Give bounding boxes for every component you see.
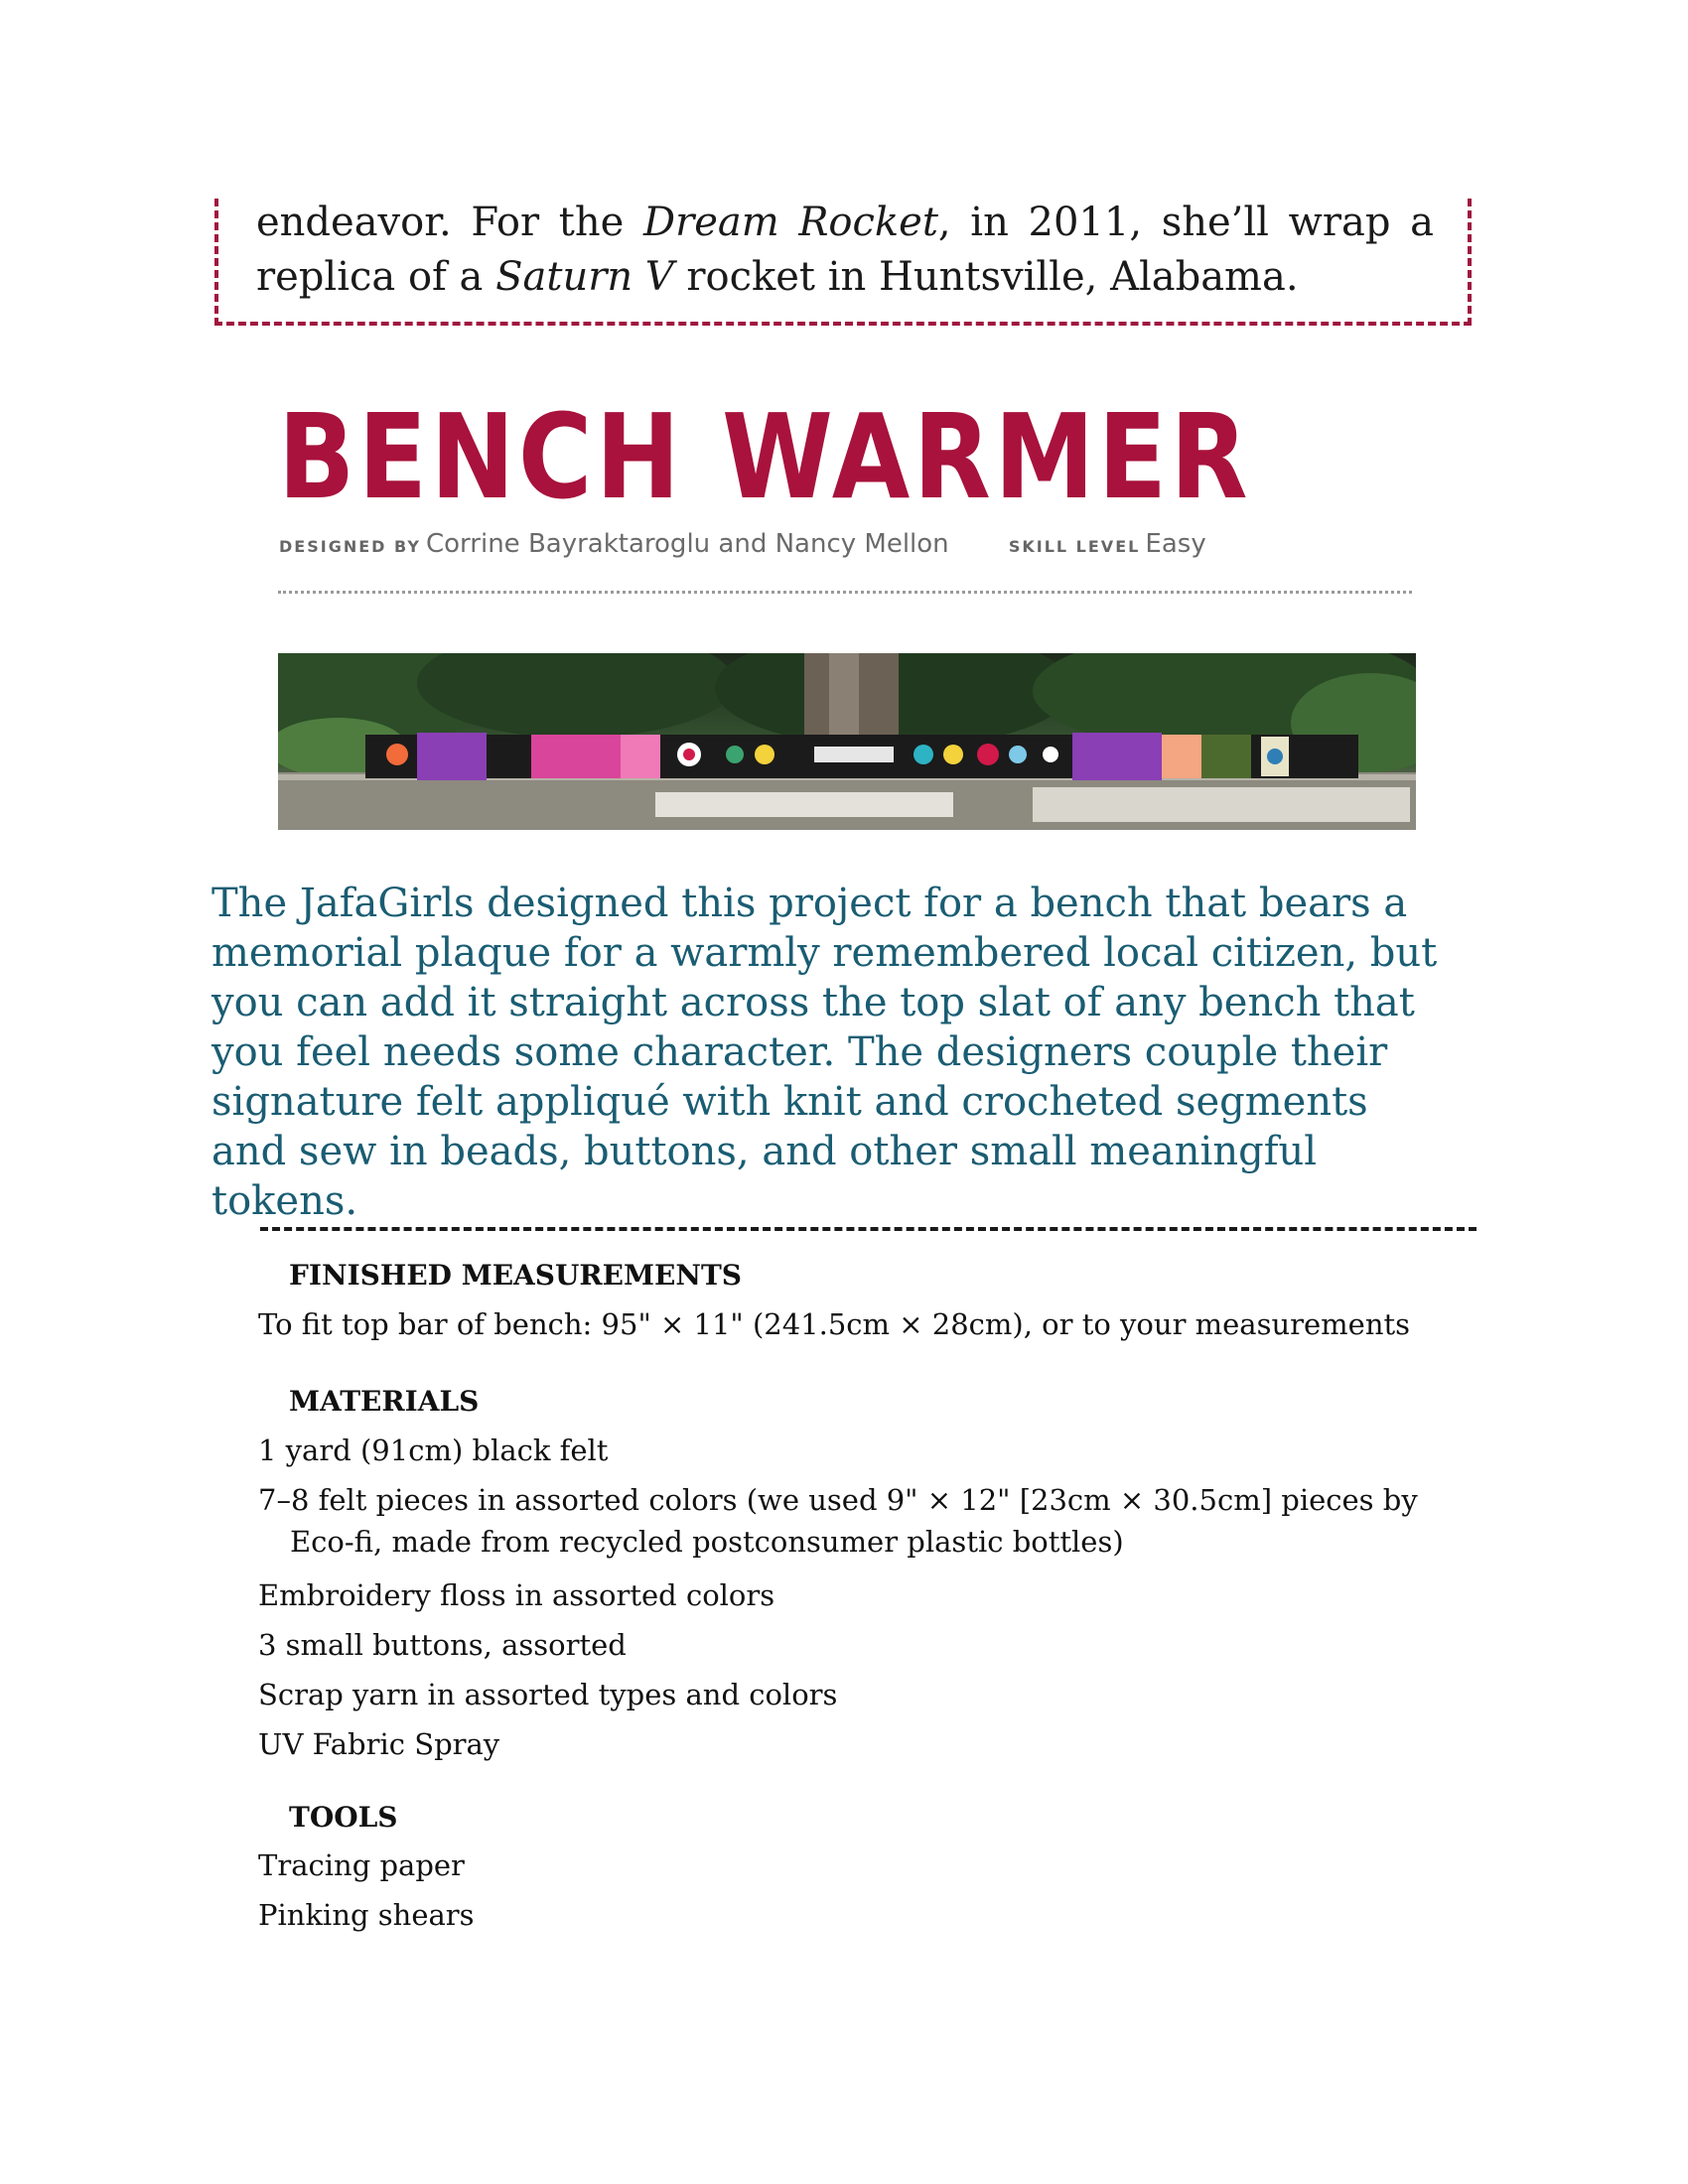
tools-item: Pinking shears	[258, 1898, 475, 1932]
project-title: BENCH WARMER	[278, 388, 1252, 525]
title-divider	[278, 591, 1412, 594]
sidebar-text-part: rocket in Huntsville, Alabama.	[673, 254, 1299, 300]
sidebar-italic-dream-rocket: Dream Rocket	[643, 200, 938, 245]
bench-photo	[278, 653, 1416, 830]
materials-item: Embroidery floss in assorted colors	[258, 1578, 775, 1612]
section-divider	[260, 1227, 1477, 1231]
materials-item: UV Fabric Spray	[258, 1727, 500, 1761]
credits-line	[279, 529, 1206, 565]
designed-by-label: DESIGNED BY	[279, 537, 421, 556]
finished-measurements-heading: FINISHED MEASUREMENTS	[289, 1259, 743, 1292]
sidebar-italic-saturn-v: Saturn V	[495, 254, 674, 300]
designers: Corrine Bayraktaroglu and Nancy Mellon	[426, 529, 949, 559]
skill-level-label: SKILL LEVEL	[1008, 537, 1141, 556]
tools-item: Tracing paper	[258, 1848, 465, 1882]
materials-heading: MATERIALS	[289, 1385, 480, 1418]
sidebar-text-part: , in 2011, she’ll wrap a replica of a	[256, 200, 1434, 300]
sidebar-text	[256, 196, 1434, 305]
skill-level: Easy	[1145, 529, 1206, 559]
materials-item: 1 yard (91cm) black felt	[258, 1433, 609, 1467]
tools-heading: TOOLS	[289, 1801, 398, 1834]
materials-item: 7–8 felt pieces in assorted colors (we used 9" × 12" [23cm × 30.5cm] pieces by Eco-fi, made from recycled postconsumer plastic bottles)	[258, 1483, 1418, 1559]
intro-paragraph: The JafaGirls designed this project for a bench that bears a memorial plaque for a warmly remembered local citizen, but you can add it straight across the top slat of any bench that you feel needs some character. The designers couple their signature felt appliqué with knit and crocheted segments and sew in beads, buttons, and other small meaningful tokens.	[211, 881, 1438, 1224]
materials-item: Scrap yarn in assorted types and colors	[258, 1678, 838, 1711]
materials-item: 3 small buttons, assorted	[258, 1628, 627, 1662]
bench-photo-illustration	[278, 653, 1416, 830]
finished-measurements-text: To fit top bar of bench: 95" × 11" (241.5cm × 28cm), or to your measurements	[258, 1307, 1411, 1341]
sidebar-text-part: endeavor. For the	[256, 200, 643, 245]
